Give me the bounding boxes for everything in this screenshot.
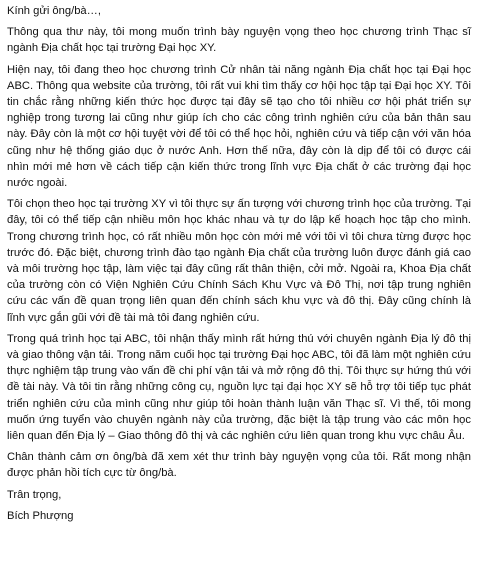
closing: Trân trọng, (7, 488, 62, 501)
paragraph-background: Hiện nay, tôi đang theo học chương trình Cử nhân tài năng ngành Địa chất học tại Đại học ABC. Thông qua website của trường, tôi rất vui khi tìm thấy cơ hội học tập tại Đại học XY. Tôi tin chắc rằng những kiến thức học được tại đây sẽ tạo cho tôi nhiều cơ hội phát triển sự nghiệp trong tương lai cũng như giúp ích cho các công trình nghiên cứu của bản thân sau này. Đây còn là một cơ hội tuyệt vời để tôi có thể học hỏi, nghiên cứu và tiếp cận với văn hóa cũng như hệ thống giáo dục ở nước Anh. Hơn thế nữa, đây còn là dịp để tôi có được cái nhìn mới mẻ hơn về cách tiếp cận kiến thức trong lĩnh vực Địa chất ở các trường đại học nước ngoài. (7, 63, 471, 190)
salutation: Kính gửi ông/bà…, (7, 5, 101, 17)
paragraph-thanks: Chân thành cảm ơn ông/bà đã xem xét thư trình bày nguyện vọng của tôi. Rất mong nhận được phản hồi tích cực từ ông/bà. (7, 451, 471, 480)
paragraph-program-choice: Tôi chọn theo học tại trường XY vì tôi thực sự ấn tượng với chương trình học của trường. Tại đây, tôi có thể tiếp cận nhiều môn học khác nhau và tự do lập kế hoạch học tập cho mình. Trong chương trình học, có rất nhiều môn học còn mới mẻ với tôi vì tôi chưa từng được học trước đó. Đặc biệt, chương trình đào tạo ngành Địa chất của trường luôn được đánh giá cao và môi trường học tập, làm việc tại đây cũng rất thân thiện, cởi mở. Ngoài ra, Khoa Địa chất của trường còn có Viện Nghiên Cứu Chính Sách Khu Vực và Đô Thị, nơi tập trung nghiên cứu các vấn đề quan trọng liên quan đến chính sách khu vực và đô thị. Đây cũng chính là lĩnh vực gắn gũi với đề tài mà tôi đang nghiên cứu. (7, 198, 471, 324)
signature: Bích Phượng (7, 509, 74, 522)
paragraph-research-interest: Trong quá trình học tại ABC, tôi nhận thấy mình rất hứng thú với chuyên ngành Địa lý đô thị và giao thông vận tải. Trong năm cuối học tại trường Đại học ABC, tôi đã làm một nghiên cứu thực nghiệm tập trung vào vấn đề chi phí vận tải và mở rộng đô thị. Tôi thực sự hứng thú với đề tài này. Và tôi tin rằng những công cụ, nguồn lực tại đại học XY sẽ hỗ trợ tôi tiếp tục phát triển nghiên cứu của mình cũng như giúp tôi hoàn thành luận văn Thạc sĩ. Vì thế, tôi mong muốn ứng tuyển vào chuyên ngành này của trường, đặc biệt là tập trung vào các môn học liên quan đến Địa lý – Giao thông đô thị và các nghiên cứu liên quan trong khu vực châu Âu. (7, 332, 471, 443)
paragraph-intent: Thông qua thư này, tôi mong muốn trình bày nguyện vọng theo học chương trình Thạc sĩ ngành Địa chất học tại trường Đại học XY. (7, 26, 471, 55)
